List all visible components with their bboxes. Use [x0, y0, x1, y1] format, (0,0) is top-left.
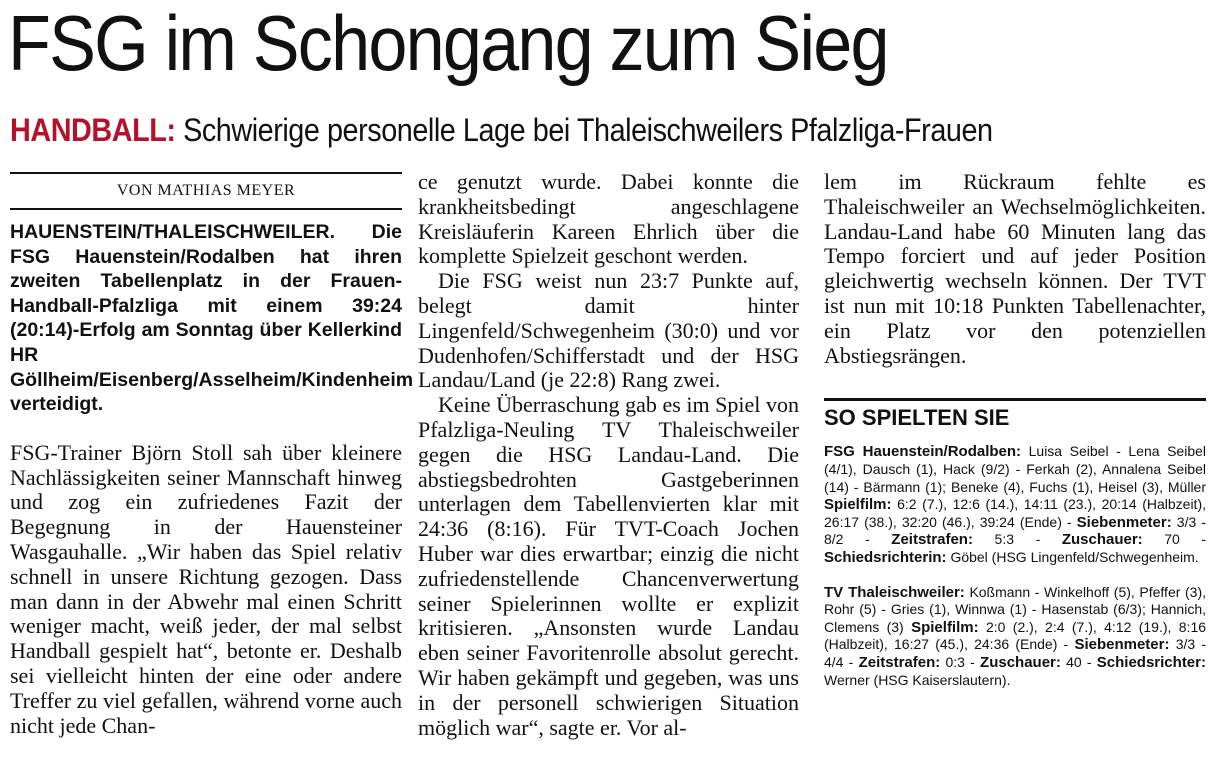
stats-team-1: FSG Hauenstein/Rodalben: Luisa Seibel - Lena Seibel (4/1), Dausch (1), Hack (9/2) - Ferkah (2), Annalena Seibel (14) - Bärmann (1); Beneke (4), Fuchs (1), Heisel (3), Müller Spielfilm: 6:2 (7.), 12:6 (14.), 14:11 (23.), 20:14 (Halbzeit), 26:17 (38.), 32:20 (46.), 39:24 (Ende) - Siebenmeter: 3/3 - 8/2 - Zeitstrafen: 5:3 - Zuschauer: 70 - Schiedsrichterin: Göbel (HSG Lingenfeld/Schwegenheim.	[824, 443, 1207, 566]
paragraph-1-part-b: ce genutzt wurde. Dabei konnte die krankheitsbedingt angeschlagene Kreisläuferin Kareen Ehrlich über die komplette Spielzeit geschont werden.	[418, 169, 799, 269]
paragraph-3-part-a: Keine Überraschung gab es im Spiel von Pfalzliga-Neuling TV Thaleischweiler gegen die HSG Landau-Land. Die abstiegsbedrohten Gastgeberinnen unterlagen dem Tabellenvierten klar mit 24:36 (8:16). Für TVT-Coach Jochen Huber war dies erwartbar; einzig die nicht zufriedenstellende Chancenverwertung seiner Spielerinnen wollte er explizit kritisieren. „Ansonsten wurde Landau eben seiner Favoritenrolle absolut gerecht. Wir haben gekämpft und gegeben, was uns in der personell schwierigen Situation möglich war“, sagte er. Vor al-	[418, 392, 799, 740]
subheadline	[10, 110, 993, 150]
lede: HAUENSTEIN/THALEISCHWEILER. Die FSG Hauenstein/Rodalben hat ihren zweiten Tabellenplatz in der Frauen-Handball-Pfalzliga mit einem 39:24 (20:14)-Erfolg am Sonntag über Kellerkind HR Göllheim/Eisenberg/Asselheim/Kindenheim verteidigt.	[10, 221, 414, 416]
article-column-2	[418, 170, 799, 740]
article-column-3	[824, 170, 1206, 689]
headline: FSG im Schongang zum Sieg	[8, 0, 888, 87]
paragraph-2: Die FSG weist nun 23:7 Punkte auf, belegt damit hinter Lingenfeld/Schwegenheim (30:0) und vor Dudenhofen/Schifferstadt und der HSG Landau/Land (je 22:8) Rang zwei.	[418, 268, 799, 393]
stats-box-title: SO SPIELTEN SIE	[824, 398, 1206, 435]
article-column-1	[10, 170, 414, 738]
subtitle: Schwierige personelle Lage bei Thaleischweilers Pfalzliga-Frauen	[183, 112, 993, 148]
kicker: HANDBALL:	[10, 112, 176, 148]
paragraph-3-part-b: lem im Rückraum fehlte es Thaleischweiler an Wechselmöglichkeiten. Landau-Land habe 60 Minuten lang das Tempo forciert und auf jeder Position gleichwertig wechseln können. Der TVT ist nun mit 10:18 Punkten Tabellenachter, ein Platz vor den potenziellen Abstiegsrängen.	[824, 169, 1206, 368]
stats-team-2: TV Thaleischweiler: Koßmann - Winkelhoff (5), Pfeffer (3), Rohr (5) - Gries (1), Winnwa (1) - Hasenstab (6/3); Hannich, Clemens (3) Spielfilm: 2:0 (2.), 2:4 (7.), 4:12 (19.), 8:16 (Halbzeit), 16:27 (45.), 24:36 (Ende) - Siebenmeter: 3/3 - 4/4 - Zeitstrafen: 0:3 - Zuschauer: 40 - Schiedsrichter: Werner (HSG Kaiserslautern).	[824, 583, 1207, 688]
paragraph-1-part-a: FSG-Trainer Björn Stoll sah über kleinere Nachlässigkeiten seiner Mannschaft hinweg und zog ein zufriedenes Fazit der Begegnung in der Hauensteiner Wasgauhalle. „Wir haben das Spiel relativ schnell in unsere Richtung gezogen. Dass man dann in der Abwehr mal einen Schritt weniger macht, weiß jeder, der mal selbst Handball gespielt hat“, betonte er. Deshalb sei vielleicht hinten der eine oder andere Treffer zu viel gefallen, während vorne auch nicht jede Chan-	[10, 439, 402, 738]
byline: VON MATHIAS MEYER	[10, 172, 402, 210]
